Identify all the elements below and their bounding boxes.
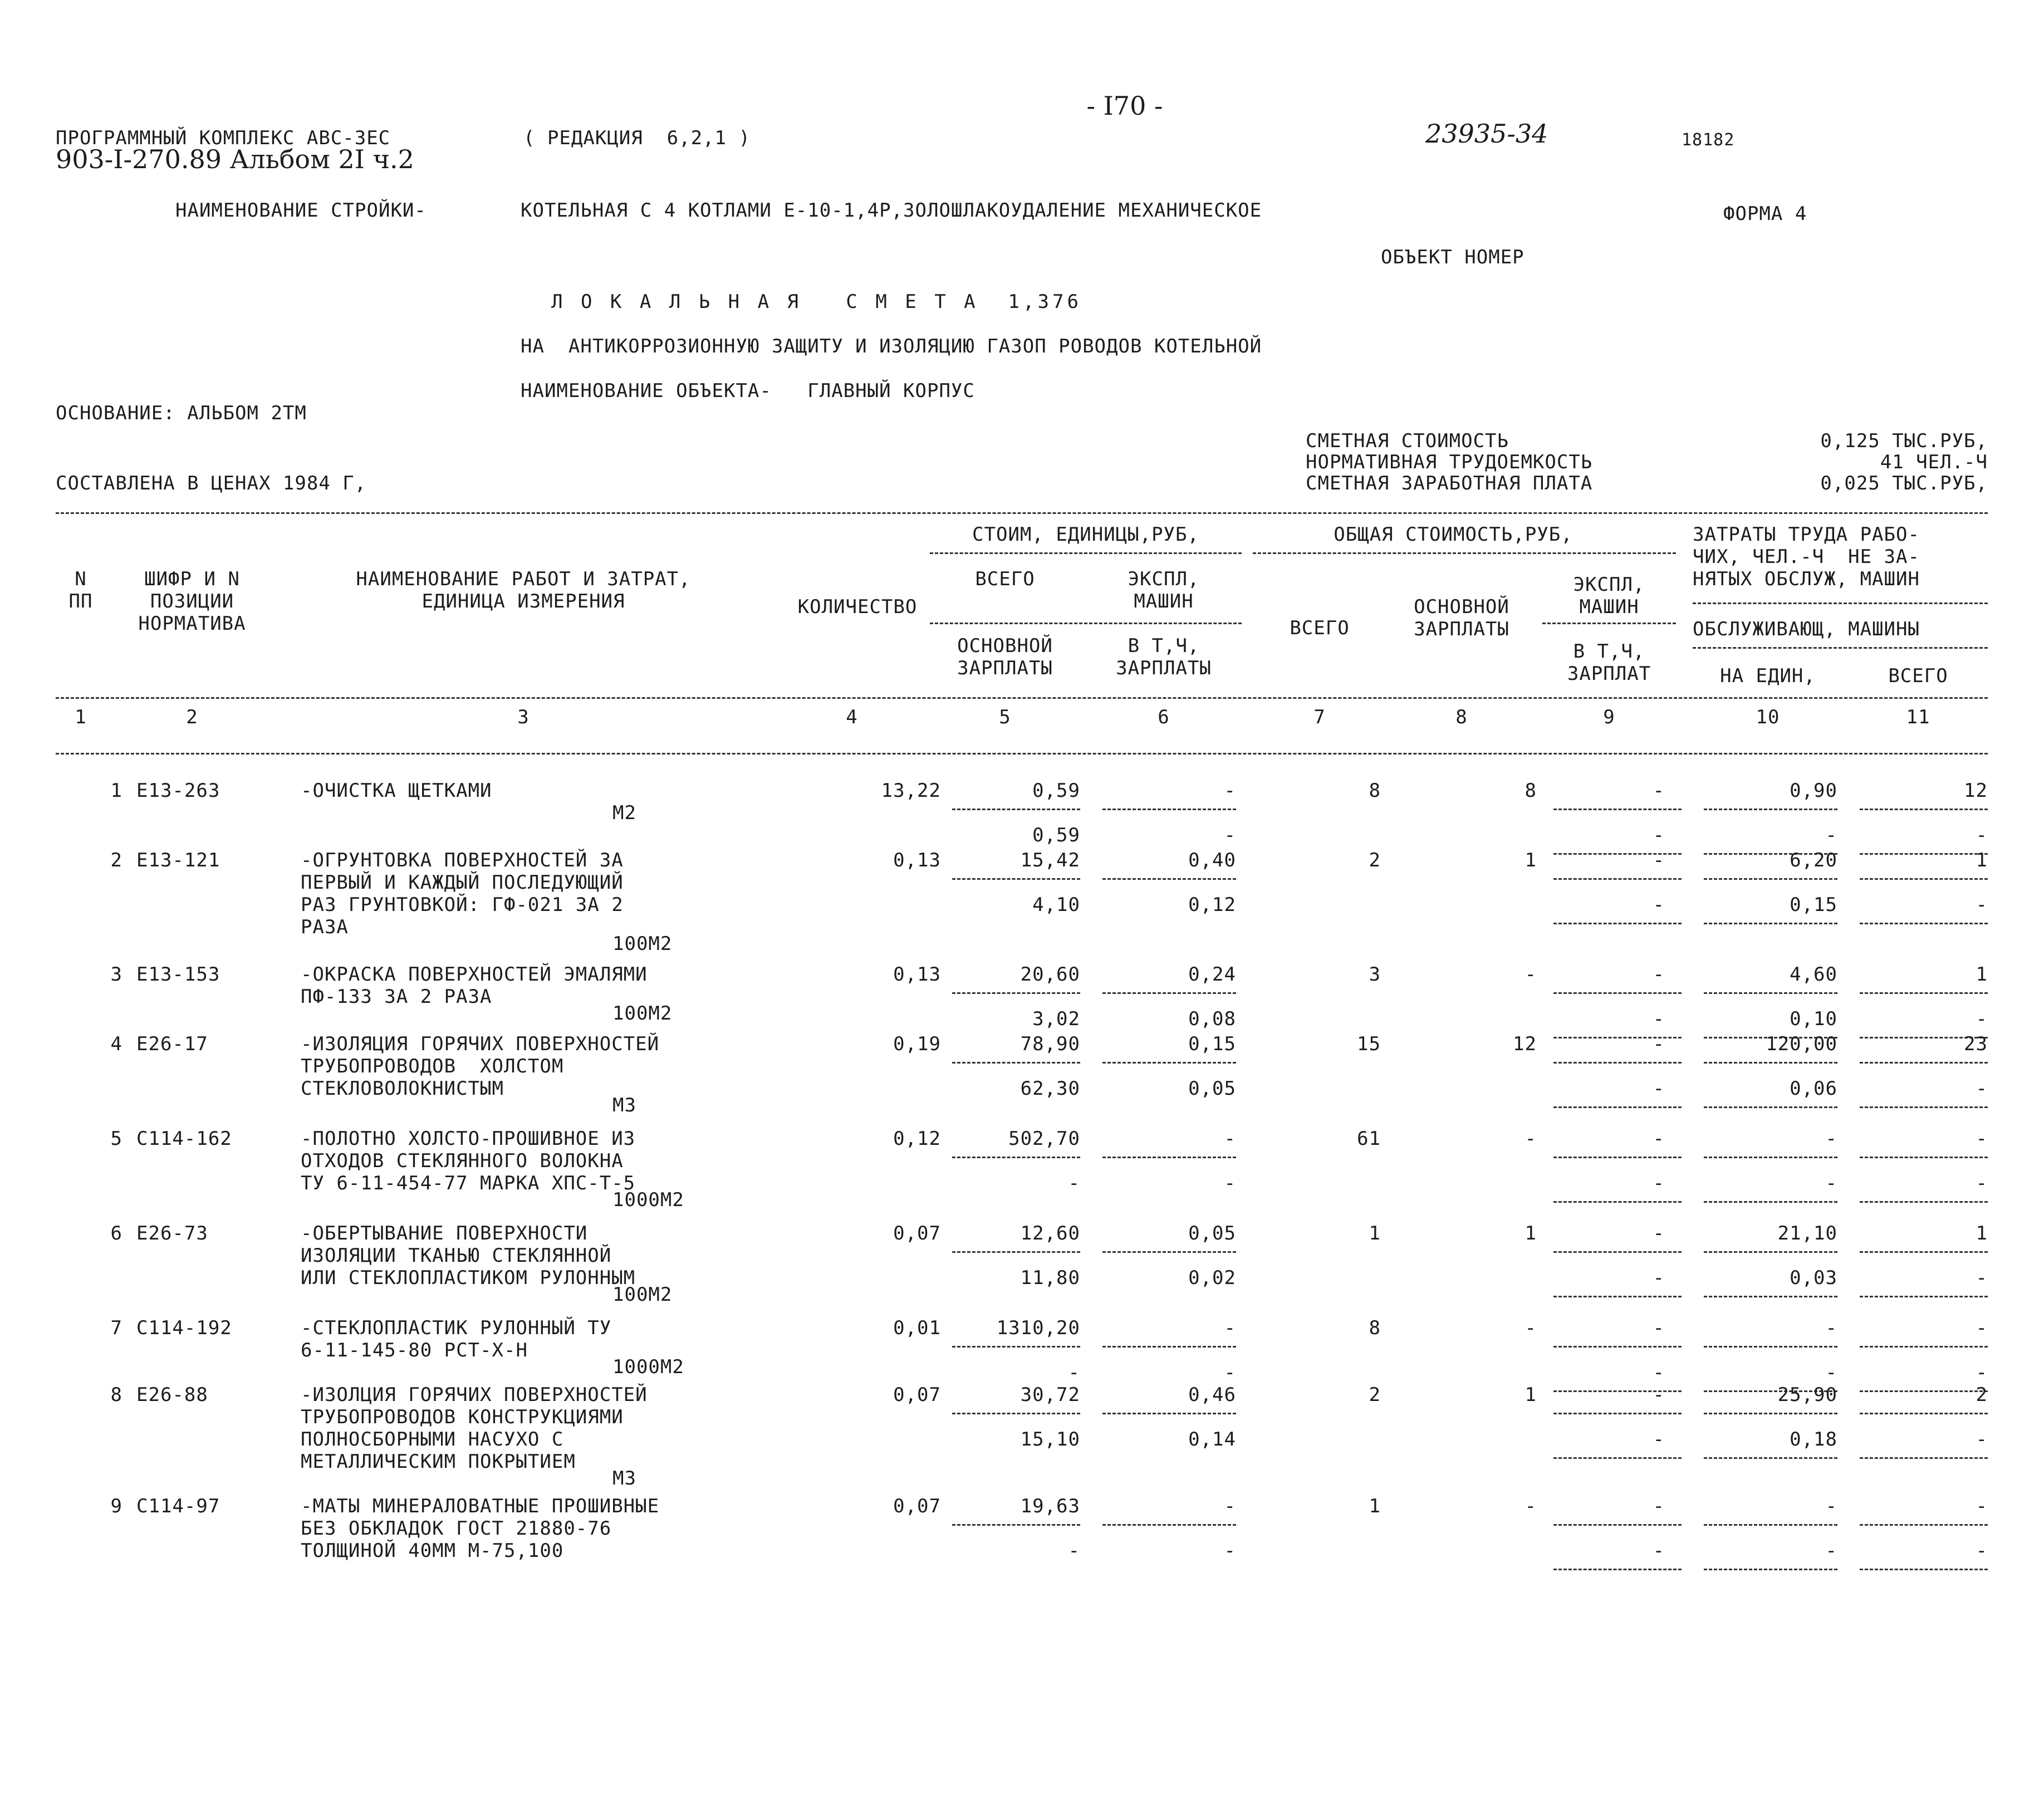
cell-divider	[1553, 1524, 1682, 1526]
row-labor-per-unit: 21,10	[1777, 1222, 1837, 1245]
row-labor-per-unit-service: -	[1825, 1540, 1837, 1562]
cell-divider	[1553, 1346, 1682, 1348]
row-labor-per-unit: 6,20	[1790, 849, 1837, 871]
row-total: 8	[1369, 780, 1381, 802]
row-total-wage: 8	[1525, 780, 1537, 802]
row-work-name: -ОЧИСТКА ЩЕТКАМИ	[301, 780, 492, 802]
cell-divider	[1102, 1413, 1236, 1414]
row-unit-mach: 0,46	[1188, 1384, 1236, 1406]
row-total-wage: 12	[1513, 1033, 1537, 1055]
cell-divider	[1102, 809, 1236, 810]
row-labor-per-unit: 25,90	[1777, 1384, 1837, 1406]
labor-service-header: ОБСЛУЖИВАЮЩ, МАШИНЫ	[1693, 618, 1920, 640]
row-work-name: -ПОЛОТНО ХОЛСТО-ПРОШИВНОЕ ИЗ ОТХОДОВ СТЕКЛЯННОГО ВОЛОКНА ТУ 6-11-454-77 МАРКА ХПС-Т-5	[301, 1128, 636, 1194]
cell-divider	[1553, 878, 1682, 880]
row-total-mach: -	[1653, 780, 1665, 802]
row-unit-mach-wage: 0,02	[1188, 1267, 1236, 1289]
row-total: 61	[1357, 1128, 1381, 1150]
row-unit-mach-wage: 0,05	[1188, 1077, 1236, 1100]
row-labor-total: -	[1976, 1495, 1988, 1517]
col-num-11: 11	[1906, 706, 1930, 728]
row-total-wage: -	[1525, 1128, 1537, 1150]
row-unit-total: 15,42	[1020, 849, 1080, 871]
row-total-wage: 1	[1525, 849, 1537, 871]
row-code: Е13-153	[136, 963, 220, 986]
row-labor-per-unit-service: 0,15	[1790, 894, 1837, 916]
row-unit: 100М2	[612, 1283, 673, 1306]
row-unit-wage: 0,59	[1032, 824, 1080, 846]
row-quantity: 0,12	[893, 1128, 941, 1150]
row-total: 2	[1369, 1384, 1381, 1406]
album-label: 903-I-270.89 Альбом 2I ч.2	[56, 144, 414, 174]
row-labor-total-service: -	[1976, 1008, 1988, 1030]
cell-divider	[1704, 878, 1837, 880]
row-unit-total: 502,70	[1008, 1128, 1080, 1150]
row-labor-per-unit: -	[1825, 1495, 1837, 1517]
cell-divider	[1102, 1062, 1236, 1064]
total-mach-wage-header: В Т,Ч, ЗАРПЛАТ	[1567, 640, 1651, 685]
row-unit: 1000М2	[612, 1189, 684, 1211]
col-num-6: 6	[1158, 706, 1170, 728]
row-unit-mach: 0,05	[1188, 1222, 1236, 1245]
row-total-wage: -	[1525, 1317, 1537, 1339]
row-total: 8	[1369, 1317, 1381, 1339]
row-labor-total: 1	[1976, 1222, 1988, 1245]
row-total-wage: 1	[1525, 1222, 1537, 1245]
doc-number: 18182	[1682, 130, 1735, 150]
row-total-mach-wage: -	[1653, 1172, 1665, 1194]
program-name: ПРОГРАММНЫЙ КОМПЛЕКС АВС-ЗЕС	[56, 127, 391, 149]
row-unit-total: 30,72	[1020, 1384, 1080, 1406]
object-number: ОБЪЕКТ НОМЕР	[1381, 246, 1525, 268]
row-unit-wage: 3,02	[1032, 1008, 1080, 1030]
row-quantity: 0,07	[893, 1495, 941, 1517]
row-number: 6	[110, 1222, 122, 1245]
cell-divider	[1860, 1157, 1988, 1158]
col-name-header: НАИМЕНОВАНИЕ РАБОТ И ЗАТРАТ, ЕДИНИЦА ИЗМЕРЕНИЯ	[356, 568, 691, 613]
cell-divider	[1553, 923, 1682, 924]
row-unit-total: 0,59	[1032, 780, 1080, 802]
row-unit: 1000М2	[612, 1356, 684, 1378]
row-quantity: 0,07	[893, 1384, 941, 1406]
row-quantity: 0,07	[893, 1222, 941, 1245]
row-total-mach: -	[1653, 1033, 1665, 1055]
cell-divider	[1553, 1157, 1682, 1158]
row-unit-mach: 0,24	[1188, 963, 1236, 986]
cell-divider	[1553, 1106, 1682, 1108]
row-labor-per-unit-service: -	[1825, 1361, 1837, 1384]
row-unit: М3	[612, 1467, 636, 1490]
row-labor-total-service: -	[1976, 1172, 1988, 1194]
cell-divider	[1704, 1569, 1837, 1570]
col-code-header: ШИФР И N ПОЗИЦИИ НОРМАТИВА	[138, 568, 246, 635]
row-number: 7	[110, 1317, 122, 1339]
construction-name: КОТЕЛЬНАЯ С 4 КОТЛАМИ Е-10-1,4Р,ЗОЛОШЛАКОУДАЛЕНИЕ МЕХАНИЧЕСКОЕ	[521, 199, 1262, 222]
row-labor-total-service: -	[1976, 1428, 1988, 1451]
total-all-header: ВСЕГО	[1290, 617, 1350, 639]
summary-value-3: 0,025 ТЫС.РУБ,	[1820, 472, 1988, 494]
cell-divider	[1102, 1524, 1236, 1526]
handwritten-code: 23935-34	[1425, 119, 1548, 149]
cell-divider	[1860, 1457, 1988, 1459]
row-quantity: 0,13	[893, 849, 941, 871]
summary-label-3: СМЕТНАЯ ЗАРАБОТНАЯ ПЛАТА	[1306, 472, 1593, 494]
cell-divider	[1553, 1413, 1682, 1414]
row-total-mach-wage: -	[1653, 1361, 1665, 1384]
row-labor-per-unit-service: 0,10	[1790, 1008, 1837, 1030]
row-total-mach-wage: -	[1653, 1540, 1665, 1562]
row-unit-mach-wage: 0,14	[1188, 1428, 1236, 1451]
row-labor-total: 12	[1964, 780, 1988, 802]
row-unit: 100М2	[612, 933, 673, 955]
row-total: 3	[1369, 963, 1381, 986]
page-title: Л О К А Л Ь Н А Я С М Е Т А 1,376	[551, 291, 1082, 313]
row-total-mach-wage: -	[1653, 824, 1665, 846]
row-unit-mach-wage: -	[1224, 1172, 1236, 1194]
row-unit-mach: 0,15	[1188, 1033, 1236, 1055]
cell-divider	[1553, 992, 1682, 994]
cell-divider	[1704, 809, 1837, 810]
row-code: С114-162	[136, 1128, 232, 1150]
cell-divider	[1860, 1251, 1988, 1253]
cell-divider	[1102, 992, 1236, 994]
cell-divider	[1704, 992, 1837, 994]
row-number: 1	[110, 780, 122, 802]
row-unit-total: 1310,20	[996, 1317, 1080, 1339]
row-total-mach: -	[1653, 1384, 1665, 1406]
unit-total-header: ВСЕГО	[975, 568, 1035, 590]
row-number: 8	[110, 1384, 122, 1406]
total-wage-header: ОСНОВНОЙ ЗАРПЛАТЫ	[1414, 596, 1509, 640]
row-total: 1	[1369, 1495, 1381, 1517]
row-unit-mach-wage: 0,12	[1188, 894, 1236, 916]
row-number: 2	[110, 849, 122, 871]
row-labor-total-service: -	[1976, 824, 1988, 846]
estimate-subject: НА АНТИКОРРОЗИОННУЮ ЗАЩИТУ И ИЗОЛЯЦИЮ ГАЗОП РОВОДОВ КОТЕЛЬНОЙ	[521, 335, 1262, 357]
form-number: ФОРМА 4	[1723, 203, 1807, 225]
col-num-3: 3	[517, 706, 530, 728]
unit-mach-wage-header: В Т,Ч, ЗАРПЛАТЫ	[1116, 635, 1212, 679]
row-work-name: -ОКРАСКА ПОВЕРХНОСТЕЙ ЭМАЛЯМИ ПФ-133 ЗА 2 РАЗА	[301, 963, 648, 1008]
row-total-wage: 1	[1525, 1384, 1537, 1406]
row-code: С114-97	[136, 1495, 220, 1517]
cell-divider	[1102, 1157, 1236, 1158]
row-unit-total: 20,60	[1020, 963, 1080, 986]
row-code: Е26-88	[136, 1384, 208, 1406]
row-total-mach: -	[1653, 1222, 1665, 1245]
row-labor-per-unit-service: 0,18	[1790, 1428, 1837, 1451]
row-work-name: -СТЕКЛОПЛАСТИК РУЛОННЫЙ ТУ 6-11-145-80 РСТ-Х-Н	[301, 1317, 612, 1361]
row-unit-mach-wage: -	[1224, 1540, 1236, 1562]
cell-divider	[1553, 1569, 1682, 1570]
row-labor-per-unit-service: -	[1825, 824, 1837, 846]
row-unit-mach-wage: -	[1224, 1361, 1236, 1384]
row-total: 2	[1369, 849, 1381, 871]
cell-divider	[952, 1524, 1080, 1526]
row-labor-total-service: -	[1976, 1361, 1988, 1384]
cell-divider	[1704, 1157, 1837, 1158]
row-unit-wage: 4,10	[1032, 894, 1080, 916]
row-total-mach: -	[1653, 849, 1665, 871]
row-labor-total-service: -	[1976, 1540, 1988, 1562]
cell-divider	[1704, 1251, 1837, 1253]
row-labor-per-unit: 0,90	[1790, 780, 1837, 802]
prices-note: СОСТАВЛЕНА В ЦЕНАХ 1984 Г,	[56, 472, 367, 494]
row-unit-mach: -	[1224, 1317, 1236, 1339]
col-num-4: 4	[846, 706, 858, 728]
row-total-mach: -	[1653, 1317, 1665, 1339]
row-unit: М3	[612, 1094, 636, 1116]
cell-divider	[1860, 1524, 1988, 1526]
cell-divider	[1860, 1569, 1988, 1570]
page-number: - I70 -	[1086, 91, 1163, 121]
summary-value-2: 41 ЧЕЛ.-Ч	[1880, 451, 1988, 473]
unit-wage-header: ОСНОВНОЙ ЗАРПЛАТЫ	[957, 635, 1053, 679]
row-quantity: 0,01	[893, 1317, 941, 1339]
row-quantity: 0,13	[893, 963, 941, 986]
cell-divider	[1860, 1062, 1988, 1064]
row-number: 5	[110, 1128, 122, 1150]
row-unit-wage: -	[1068, 1361, 1080, 1384]
object-name: НАИМЕНОВАНИЕ ОБЪЕКТА- ГЛАВНЫЙ КОРПУС	[521, 380, 975, 402]
cell-divider	[1704, 1296, 1837, 1297]
summary-label-2: НОРМАТИВНАЯ ТРУДОЕМКОСТЬ	[1306, 451, 1593, 473]
cell-divider	[952, 1413, 1080, 1414]
total-mach-header: ЭКСПЛ, МАШИН	[1573, 574, 1645, 618]
cell-divider	[952, 878, 1080, 880]
basis: ОСНОВАНИЕ: АЛЬБОМ 2ТМ	[56, 402, 307, 424]
cell-divider	[1860, 1346, 1988, 1348]
cell-divider	[1860, 1201, 1988, 1203]
cell-divider	[1704, 923, 1837, 924]
row-unit-mach: -	[1224, 1128, 1236, 1150]
col-num-1: 1	[75, 706, 87, 728]
row-code: Е26-17	[136, 1033, 208, 1055]
cell-divider	[1704, 1457, 1837, 1459]
cell-divider	[1553, 1201, 1682, 1203]
labor-group-header: ЗАТРАТЫ ТРУДА РАБО- ЧИХ, ЧЕЛ.-Ч НЕ ЗА- НЯТЫХ ОБСЛУЖ, МАШИН	[1693, 523, 1920, 590]
cell-divider	[1553, 1296, 1682, 1297]
edition: ( РЕДАКЦИЯ 6,2,1 )	[523, 127, 751, 149]
row-total-mach-wage: -	[1653, 1267, 1665, 1289]
row-number: 4	[110, 1033, 122, 1055]
row-number: 3	[110, 963, 122, 986]
unit-cost-group-header: СТОИМ, ЕДИНИЦЫ,РУБ,	[972, 523, 1199, 546]
cell-divider	[1860, 1413, 1988, 1414]
cell-divider	[1704, 1413, 1837, 1414]
row-labor-total: 23	[1964, 1033, 1988, 1055]
cell-divider	[1102, 878, 1236, 880]
row-total-mach: -	[1653, 963, 1665, 986]
row-code: Е13-121	[136, 849, 220, 871]
row-labor-per-unit-service: 0,03	[1790, 1267, 1837, 1289]
table-top-rule	[56, 512, 1988, 514]
cell-divider	[1704, 1346, 1837, 1348]
cell-divider	[952, 1346, 1080, 1348]
row-number: 9	[110, 1495, 122, 1517]
row-unit-wage: 11,80	[1020, 1267, 1080, 1289]
row-labor-per-unit: 120,00	[1766, 1033, 1837, 1055]
row-unit-mach: 0,40	[1188, 849, 1236, 871]
row-unit-mach: -	[1224, 780, 1236, 802]
row-unit-wage: -	[1068, 1540, 1080, 1562]
row-total-wage: -	[1525, 1495, 1537, 1517]
total-cost-group-header: ОБЩАЯ СТОИМОСТЬ,РУБ,	[1334, 523, 1573, 546]
row-labor-total: 2	[1976, 1384, 1988, 1406]
cell-divider	[1704, 1106, 1837, 1108]
cell-divider	[1102, 1251, 1236, 1253]
col-num-10: 10	[1756, 706, 1780, 728]
col-num-8: 8	[1455, 706, 1468, 728]
cell-divider	[1860, 1106, 1988, 1108]
row-total-mach-wage: -	[1653, 1428, 1665, 1451]
row-labor-per-unit: 4,60	[1790, 963, 1837, 986]
row-labor-total-service: -	[1976, 894, 1988, 916]
cell-divider	[1860, 923, 1988, 924]
summary-label-1: СМЕТНАЯ СТОИМОСТЬ	[1306, 430, 1509, 452]
cell-divider	[1553, 1251, 1682, 1253]
row-unit-wage: -	[1068, 1172, 1080, 1194]
row-unit-total: 78,90	[1020, 1033, 1080, 1055]
row-labor-per-unit: -	[1825, 1128, 1837, 1150]
row-labor-per-unit: -	[1825, 1317, 1837, 1339]
row-work-name: -ИЗОЛЯЦИЯ ГОРЯЧИХ ПОВЕРХНОСТЕЙ ТРУБОПРОВОДОВ ХОЛСТОМ СТЕКЛОВОЛОКНИСТЫМ	[301, 1033, 660, 1100]
cell-divider	[1860, 1296, 1988, 1297]
row-work-name: -ОБЕРТЫВАНИЕ ПОВЕРХНОСТИ ИЗОЛЯЦИИ ТКАНЬЮ СТЕКЛЯННОЙ ИЛИ СТЕКЛОПЛАСТИКОМ РУЛОННЫМ	[301, 1222, 636, 1289]
cell-divider	[1860, 809, 1988, 810]
row-unit-mach-wage: -	[1224, 824, 1236, 846]
row-labor-per-unit-service: 0,06	[1790, 1077, 1837, 1100]
summary-value-1: 0,125 ТЫС.РУБ,	[1820, 430, 1988, 452]
cell-divider	[952, 1251, 1080, 1253]
cell-divider	[1860, 878, 1988, 880]
col-num-5: 5	[999, 706, 1011, 728]
row-unit-mach: -	[1224, 1495, 1236, 1517]
cell-divider	[1102, 1346, 1236, 1348]
row-quantity: 0,19	[893, 1033, 941, 1055]
unit-mach-header: ЭКСПЛ, МАШИН	[1128, 568, 1200, 613]
row-total-mach: -	[1653, 1128, 1665, 1150]
row-labor-total: -	[1976, 1128, 1988, 1150]
cell-divider	[952, 1062, 1080, 1064]
column-numbers-rule	[56, 753, 1988, 755]
labor-per-unit-header: НА ЕДИН,	[1720, 665, 1816, 687]
row-total: 15	[1357, 1033, 1381, 1055]
row-labor-per-unit-service: -	[1825, 1172, 1837, 1194]
row-work-name: -ОГРУНТОВКА ПОВЕРХНОСТЕЙ ЗА ПЕРВЫЙ И КАЖДЫЙ ПОСЛЕДУЮЩИЙ РАЗ ГРУНТОВКОЙ: ГФ-021 ЗА 2 РАЗА	[301, 849, 624, 938]
row-unit-total: 12,60	[1020, 1222, 1080, 1245]
row-labor-total: 1	[1976, 963, 1988, 986]
cell-divider	[1553, 1457, 1682, 1459]
cell-divider	[1860, 992, 1988, 994]
construction-label: НАИМЕНОВАНИЕ СТРОЙКИ-	[175, 199, 427, 222]
row-labor-total: 1	[1976, 849, 1988, 871]
row-unit: М2	[612, 802, 636, 824]
row-total-mach: -	[1653, 1495, 1665, 1517]
row-total-mach-wage: -	[1653, 1077, 1665, 1100]
col-num-7: 7	[1313, 706, 1326, 728]
row-total-wage: -	[1525, 963, 1537, 986]
row-labor-total-service: -	[1976, 1077, 1988, 1100]
row-quantity: 13,22	[881, 780, 941, 802]
row-unit-mach-wage: 0,08	[1188, 1008, 1236, 1030]
row-unit-wage: 15,10	[1020, 1428, 1080, 1451]
col-qty-header: КОЛИЧЕСТВО	[797, 596, 918, 618]
cell-divider	[1704, 1524, 1837, 1526]
header-bottom-rule	[56, 697, 1988, 699]
row-unit-wage: 62,30	[1020, 1077, 1080, 1100]
cell-divider	[952, 809, 1080, 810]
cell-divider	[1704, 1201, 1837, 1203]
row-work-name: -ИЗОЛЦИЯ ГОРЯЧИХ ПОВЕРХНОСТЕЙ ТРУБОПРОВОДОВ КОНСТРУКЦИЯМИ ПОЛНОСБОРНЫМИ НАСУХО С МЕТАЛЛИЧЕСКИМ ПОКРЫТИЕМ	[301, 1384, 648, 1473]
cell-divider	[952, 992, 1080, 994]
row-labor-total-service: -	[1976, 1267, 1988, 1289]
row-unit-total: 19,63	[1020, 1495, 1080, 1517]
row-unit: 100М2	[612, 1002, 673, 1025]
row-work-name: -МАТЫ МИНЕРАЛОВАТНЫЕ ПРОШИВНЫЕ БЕЗ ОБКЛАДОК ГОСТ 21880-76 ТОЛЩИНОЙ 40ММ М-75,100	[301, 1495, 660, 1562]
row-total: 1	[1369, 1222, 1381, 1245]
row-total-mach-wage: -	[1653, 894, 1665, 916]
cell-divider	[1553, 809, 1682, 810]
row-code: Е26-73	[136, 1222, 208, 1245]
cell-divider	[952, 1157, 1080, 1158]
cell-divider	[1704, 1062, 1837, 1064]
col-num-2: 2	[186, 706, 198, 728]
row-total-mach-wage: -	[1653, 1008, 1665, 1030]
cell-divider	[1553, 1062, 1682, 1064]
col-num-9: 9	[1603, 706, 1615, 728]
row-labor-total: -	[1976, 1317, 1988, 1339]
col-number-header: N ПП	[68, 568, 93, 613]
row-code: С114-192	[136, 1317, 232, 1339]
labor-total-header: ВСЕГО	[1888, 665, 1948, 687]
row-code: Е13-263	[136, 780, 220, 802]
